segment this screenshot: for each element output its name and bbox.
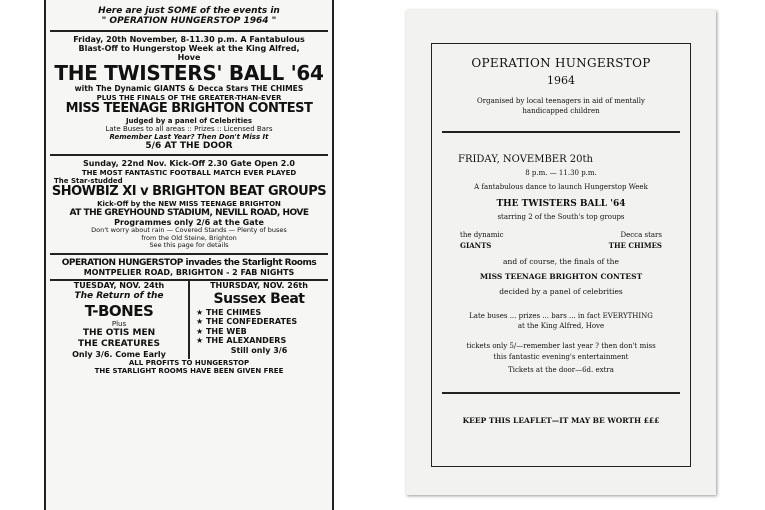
contest-line: MISS TEENAGE BRIGHTON CONTEST — [479, 272, 643, 281]
dance-line: A fantabulous dance to launch Hungerstop Week — [474, 183, 648, 191]
left-band-name: GIANTS — [460, 241, 492, 250]
header-title: " OPERATION HUNGERSTOP 1964 " — [101, 16, 277, 27]
left-band-label: the dynamic — [460, 231, 504, 239]
keep-leaflet-line: KEEP THIS LEAFLET—IT MAY BE WORTH £££ — [462, 416, 660, 425]
star-studded-line: The Star-studded — [54, 176, 123, 185]
plus-line: Plus — [111, 319, 127, 328]
invades-line: OPERATION HUNGERSTOP invades the Starlight Rooms — [61, 257, 317, 268]
friday-line: Friday, 20th November, 8-11.30 p.m. A Fantabulous — [73, 34, 305, 44]
divider — [442, 392, 680, 394]
sunday-line: Sunday, 22nd Nov. Kick-Off 2.30 Gate Open 2.0 — [83, 159, 295, 169]
contest-title: MISS TEENAGE BRIGHTON CONTEST — [65, 101, 313, 117]
leaflet-year: 1964 — [547, 74, 575, 87]
act-line: THE CREATURES — [78, 338, 160, 349]
tuesday-date: TUESDAY, NOV. 24th — [73, 281, 165, 291]
stadium-line: AT THE GREYHOUND STADIUM, NEVILL ROAD, HOVE — [69, 207, 309, 218]
tickets-line: tickets only 5/—remember last year ? then don't miss — [466, 342, 656, 350]
act-line: THE OTIS MEN — [82, 327, 156, 338]
see-page-line: See this page for details — [149, 241, 229, 250]
thursday-price: Still only 3/6 — [230, 345, 288, 355]
door-price: 5/6 AT THE DOOR — [145, 141, 233, 152]
act-line: ★ THE ALEXANDERS — [196, 336, 287, 346]
organised-line: handicapped children — [522, 107, 600, 115]
band-labels — [432, 231, 690, 239]
twisters-ball-title: THE TWISTERS' BALL '64 — [54, 61, 324, 86]
worry-line: Don't worry about rain — Covered Stands — Plenty of buses — [91, 226, 287, 235]
newspaper-advert — [44, 0, 334, 510]
tickets-door-line: Tickets at the door—6d. extra — [508, 366, 614, 374]
kickoff-line: Kick-Off by the NEW MISS TEENAGE BRIGHTON — [97, 199, 281, 208]
course-line: and of course, the finals of the — [503, 257, 619, 266]
showbiz-title: SHOWBIZ XI v BRIGHTON BEAT GROUPS — [51, 183, 327, 199]
ball-title: THE TWISTERS BALL '64 — [496, 199, 626, 209]
nights-columns — [50, 279, 328, 359]
late-buses-line: at the King Alfred, Hove — [517, 322, 605, 330]
leaflet — [406, 10, 716, 495]
right-band-label: Decca stars — [620, 231, 662, 239]
decided-line: decided by a panel of celebrities — [499, 287, 623, 296]
organised-line: Organised by local teenagers in aid of mentally — [477, 97, 645, 105]
friday-line: Blast-Off to Hungerstop Week at the King Alfred, — [78, 43, 300, 53]
divider — [442, 131, 680, 133]
leaflet-border — [431, 43, 691, 467]
tickets-line: this fantastic evening's entertainment — [493, 353, 629, 361]
given-free-line: THE STARLIGHT ROOMS HAVE BEEN GIVEN FREE — [94, 367, 284, 376]
act-line: ★ THE CHIMES — [196, 307, 262, 317]
tuesday-column — [50, 281, 190, 359]
band-names — [432, 241, 690, 250]
judged-line: Judged by a panel of Celebrities — [125, 116, 253, 125]
tuesday-price: Only 3/6. Come Early — [72, 349, 166, 359]
buses-line: Late Buses to all areas :: Prizes :: Licensed Bars — [105, 125, 273, 133]
twisters-subtitle: with The Dynamic GIANTS & Decca Stars THE CHIMES — [74, 84, 304, 94]
programmes-line: Programmes only 2/6 at the Gate — [114, 218, 264, 227]
finals-line: PLUS THE FINALS OF THE GREATER-THAN-EVER — [96, 93, 282, 102]
thursday-date: THURSDAY, NOV. 26th — [210, 281, 308, 291]
act-line: ★ THE CONFEDERATES — [196, 317, 298, 327]
friday-line: Hove — [177, 53, 201, 63]
divider — [50, 253, 328, 255]
divider — [50, 154, 328, 156]
leaflet-title: OPERATION HUNGERSTOP — [471, 56, 651, 70]
right-band-name: THE CHIMES — [608, 241, 662, 250]
header-line: Here are just SOME of the events in — [98, 6, 280, 16]
sussex-beat-title: Sussex Beat — [213, 290, 305, 307]
remember-line: Remember Last Year? Then Don't Miss It — [109, 133, 269, 142]
leaflet-time: 8 p.m. — 11.30 p.m. — [525, 169, 597, 177]
tbones-title: T-BONES — [84, 301, 154, 320]
starring-line: starring 2 of the South's top groups — [497, 213, 625, 221]
fantastic-line: THE MOST FANTASTIC FOOTBALL MATCH EVER PLAYED — [81, 168, 297, 177]
act-line: ★ THE WEB — [196, 326, 247, 336]
leaflet-date: FRIDAY, NOVEMBER 20th — [458, 154, 593, 165]
divider — [50, 30, 328, 32]
profits-line: ALL PROFITS TO HUNGERSTOP — [128, 359, 250, 368]
montpelier-line: MONTPELIER ROAD, BRIGHTON - 2 FAB NIGHTS — [83, 267, 295, 277]
worry-line: from the Old Steine, Brighton — [141, 233, 237, 242]
return-line: The Return of the — [74, 290, 164, 301]
late-buses-line: Late buses ... prizes ... bars ... in fact EVERYTHING — [469, 312, 653, 320]
thursday-column — [190, 281, 328, 359]
